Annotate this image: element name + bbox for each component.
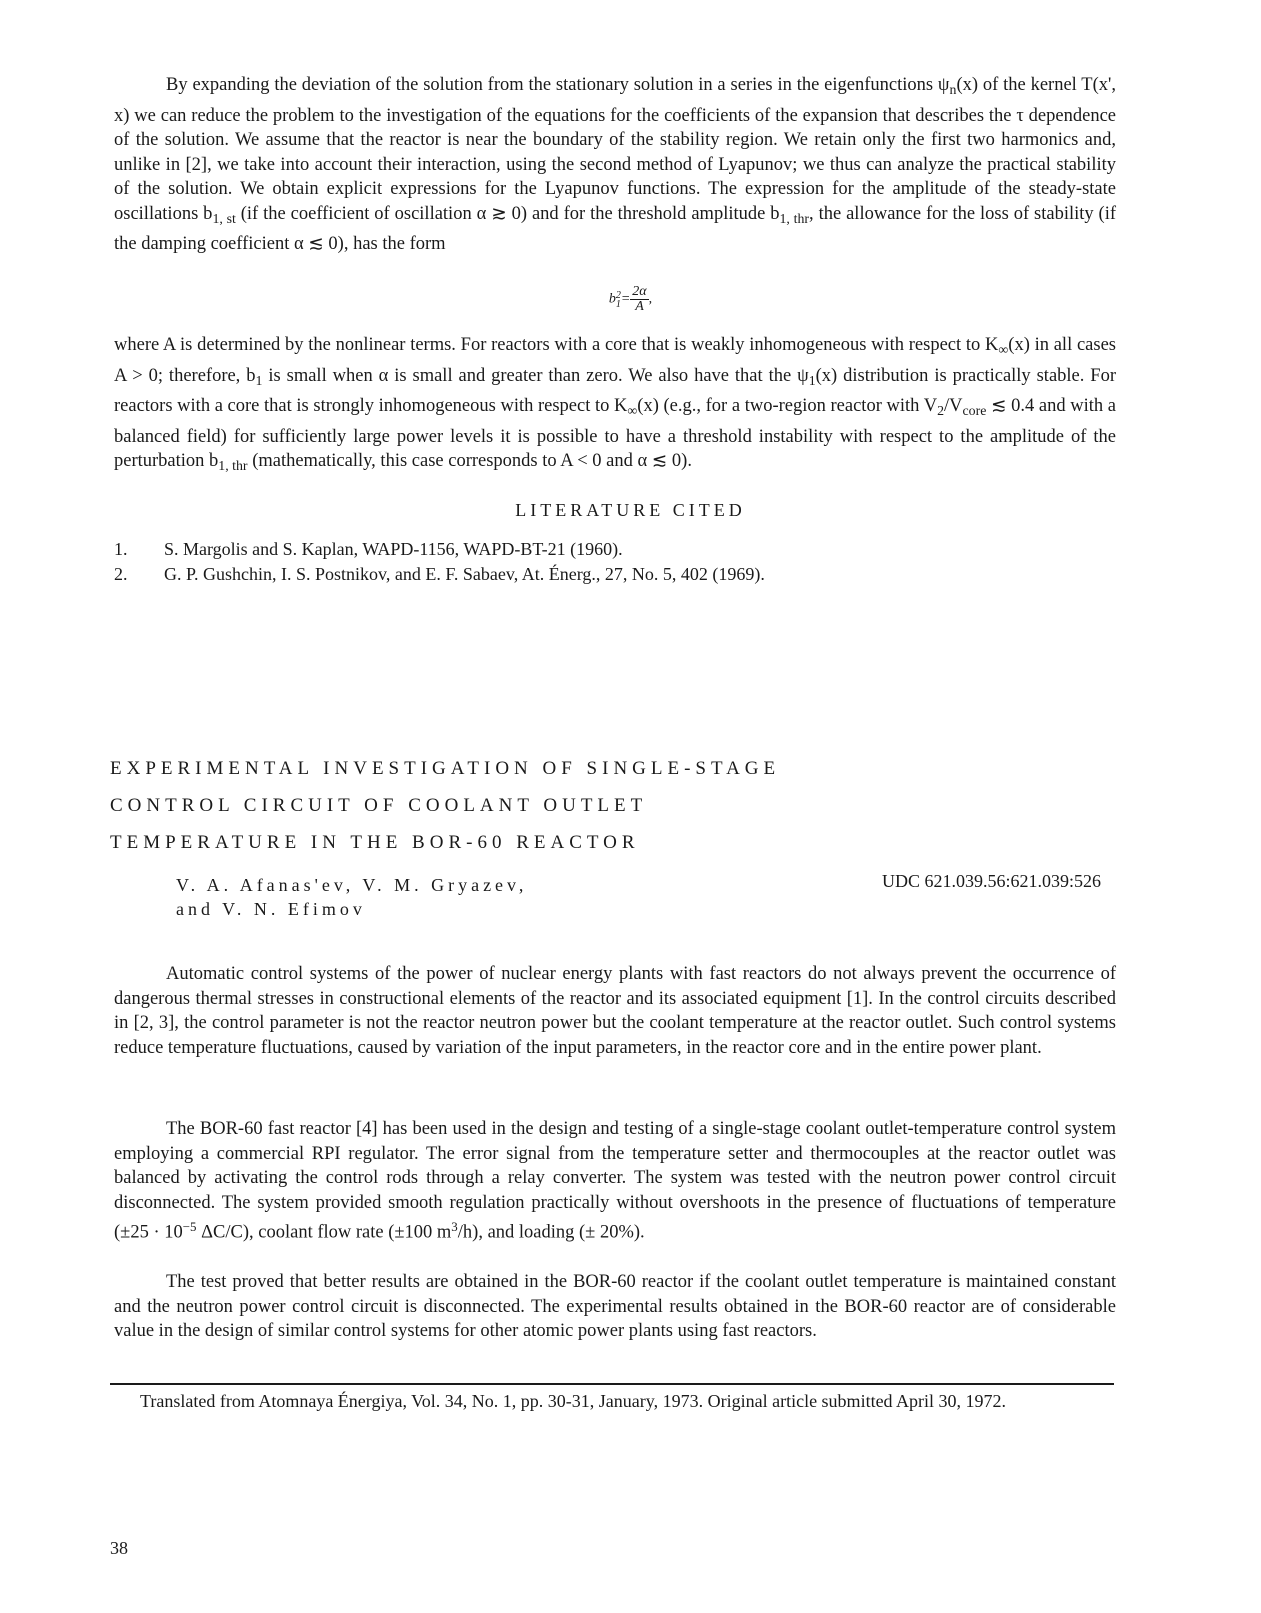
literature-cited-heading: LITERATURE CITED xyxy=(515,500,746,520)
udc-code: UDC 621.039.56:621.039:526 xyxy=(881,871,1101,891)
reference-number: 1. xyxy=(114,539,128,559)
title-line: CONTROL CIRCUIT OF COOLANT OUTLET xyxy=(110,795,648,816)
reference-number: 2. xyxy=(114,564,128,584)
page-number: 38 xyxy=(110,1538,128,1558)
amplitude-formula: b 2 1 = $\frac{2\alpha}{A}$ , xyxy=(608,284,653,314)
reference-item xyxy=(114,562,1114,587)
authors-line: V. A. Afanas'ev, V. M. Gryazev, xyxy=(176,875,528,895)
authors-line: and V. N. Efimov xyxy=(176,899,366,919)
title-line: EXPERIMENTAL INVESTIGATION OF SINGLE-STAGE xyxy=(110,758,781,779)
paragraph-automatic-control: Automatic control systems of the power of nuclear energy plants with fast reactors do not always prevent the occurrence of dangerous thermal stresses in constructional elements of the reactor and its associated equipment [1]. In the control circuits described in [2, 3], the control parameter is not the reactor neutron power but the coolant temperature at the reactor outlet. Such control systems reduce temperature fluctuations, caused by variation of the input parameters, in the reactor core and in the entire power plant. xyxy=(114,964,1116,1058)
reference-list xyxy=(114,537,1114,587)
reference-text: S. Margolis and S. Kaplan, WAPD-1156, WAPD-BT-21 (1960). xyxy=(164,539,623,559)
paragraph-bor60-testing: The BOR-60 fast reactor [4] has been used in the design and testing of a single-stage coolant outlet-temperature control system employing a commercial RPI regulator. The error signal from the temperature setter and thermocouples at the reactor outlet was balanced by activating the control rods through a relay converter. The system was tested with the neutron power control circuit disconnected. The system provided smooth regulation practically without overshoots in the presence of fluctuations of temperature ($\pm 25 \cdot 10^{-5}$ ΔC/C), coolant flow rate (±100 $m^3/h$), and loading (± 20%). xyxy=(114,1119,1116,1243)
paragraph-eigenfunction-expansion: By expanding the deviation of the solution from the stationary solution in a series in the eigenfunctions $\psi_n(x)$ of the kernel T(x', x) we can reduce the problem to the investigation of the equations for the coefficients of the expansion that describes the τ dependence of the solution. We assume that the reactor is near the boundary of the stability region. We retain only the first two harmonics and, unlike in [2], we take into account their interaction, using the second method of Lyapunov; we thus can analyze the practical stability of the solution. We obtain explicit expressions for the Lyapunov functions. The expression for the amplitude of the steady-state oscillations $b_{1, st}$ (if the coefficient of oscillation α ≳ 0) and for the threshold amplitude $b_{1, thr}$, the allowance for the loss of stability (if the damping coefficient α ≲ 0), has the form xyxy=(114,75,1117,255)
paragraph-test-results: The test proved that better results are obtained in the BOR-60 reactor if the coolant outlet temperature is maintained constant and the neutron power control circuit is disconnected. The experimental results obtained in the BOR-60 reactor are of considerable value in the design of similar control systems for other atomic power plants using fast reactors. xyxy=(114,1272,1116,1341)
reference-item xyxy=(114,537,1114,562)
paragraph-nonlinear-terms: where A is determined by the nonlinear terms. For reactors with a core that is weakly inhomogeneous with respect to $K_\infty(x)$ in all cases A > 0; therefore, $b_1$ is small when α is small and greater than zero. We also have that the $\psi_1(x)$ distribution is practically stable. For reactors with a core that is strongly inhomogeneous with respect to $K_\infty(x)$ (e.g., for a two-region reactor with $V_2/V_{core}$ ≲ 0.4 and with a balanced field) for sufficiently large power levels it is possible to have a threshold instability with respect to the amplitude of the perturbation $b_{1, thr}$ (mathematically, this case corresponds to A < 0 and α ≲ 0). xyxy=(114,335,1117,475)
article-title xyxy=(110,750,780,861)
footnote-divider xyxy=(110,1383,1114,1385)
article-authors xyxy=(176,873,527,921)
translation-footnote: Translated from Atomnaya Énergiya, Vol. 34, No. 1, pp. 30-31, January, 1973. Original article submitted April 30, 1972. xyxy=(140,1391,1007,1411)
title-line: TEMPERATURE IN THE BOR-60 REACTOR xyxy=(110,832,640,853)
reference-text: G. P. Gushchin, I. S. Postnikov, and E. F. Sabaev, At. Énerg., 27, No. 5, 402 (1969). xyxy=(164,564,765,584)
